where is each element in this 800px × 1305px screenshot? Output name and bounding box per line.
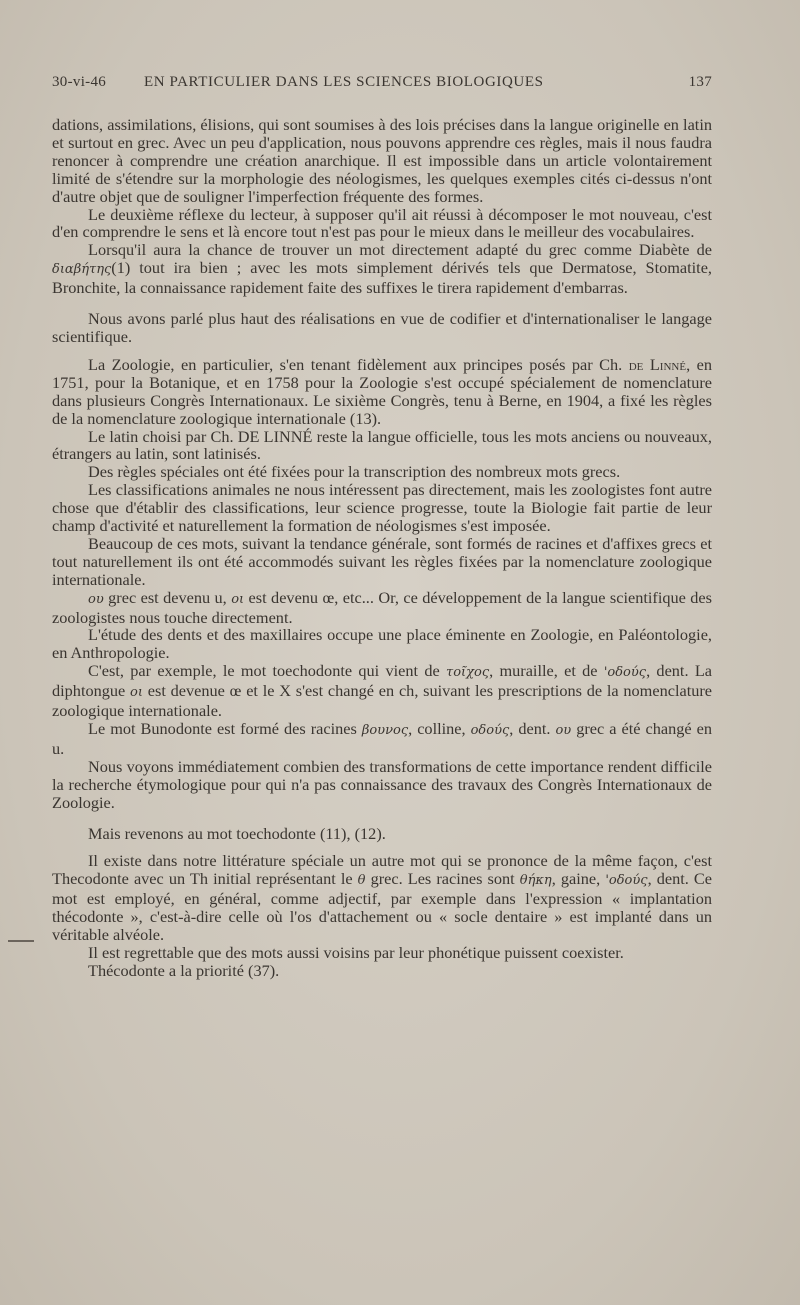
running-head bbox=[52, 74, 712, 96]
paragraph: Lorsqu'il aura la chance de trouver un mot directement adapté du grec comme Diabète de διαβήτης(1) tout ira bien ; avec les mots simplement dérivés tels que Dermatose, Stomatite, Bronchite, la connaissance rapidement faite des suffixes le tirera rapidement d'embarras. bbox=[52, 240, 712, 298]
paragraph: ου grec est devenu u, οι est devenu œ, etc... Or, ce développement de la langue scientifique des zoologistes nous touche directement. bbox=[52, 587, 712, 627]
paragraph: Il est regrettable que des mots aussi voisins par leur phonétique puissent coexister. bbox=[88, 942, 624, 962]
paragraph: Le mot Bunodonte est formé des racines βουνος, colline, οδούς, dent. ου grec a été changé en u. bbox=[52, 719, 712, 758]
paragraph: Les classifications animales ne nous intéressent pas directement, mais les zoologistes font autre chose que d'établir des classifications, leur science progresse, toute la Biologie fait partie de leur champ d'activité et naturellement la formation de néologismes s'est imposée. bbox=[52, 480, 712, 536]
body-text bbox=[52, 116, 712, 980]
paragraph: Mais revenons au mot toechodonte (11), (12). bbox=[88, 823, 386, 843]
paragraph: Le latin choisi par Ch. DE LINNÉ reste la langue officielle, tous les mots anciens ou nouveaux, étrangers au latin, sont latinisés. bbox=[52, 426, 712, 464]
paragraph: C'est, par exemple, le mot toechodonte qui vient de τοῖχος, muraille, et de 'οδούς, dent. La diphtongue οι est devenue œ et le X s'est changé en ch, suivant les prescriptions de la nomenclature zoologique internationale. bbox=[52, 661, 713, 721]
paragraph: La Zoologie, en particulier, s'en tenant fidèlement aux principes posés par Ch. de Linné, en 1751, pour la Botanique, et en 1758 pour la Zoologie s'est occupé spécialement de nomenclature dans plusieurs Congrès Internationaux. Le sixième Congrès, tenu à Berne, en 1904, a fixé les règles de la nomenclature zoologique internationale (13). bbox=[52, 354, 712, 428]
paragraph: dations, assimilations, élisions, qui sont soumises à des lois précises dans la langue originelle en latin et surtout en grec. Avec un peu d'application, nous pouvons apprendre ces règles, mais il nous faudra renoncer à comprendre une création anarchique. Il est impossible dans un article volontairement limité de s'étendre sur la morphologie des néologismes, les quelques exemples cités ci-dessus n'ont d'autre objet que de souligner l'imperfection fréquente des formes. bbox=[52, 115, 712, 206]
paragraph: Le deuxième réflexe du lecteur, à supposer qu'il ait réussi à décomposer le mot nouveau, c'est d'en comprendre le sens et là encore tout n'est pas pour le mieux dans le meilleur des vocabulaires. bbox=[52, 204, 712, 242]
paragraph: Beaucoup de ces mots, suivant la tendance générale, sont formés de racines et d'affixes grecs et tout naturellement ils ont été accommodés suivant les règles fixées par la nomenclature zoologique internationale. bbox=[52, 533, 712, 589]
paragraph: L'étude des dents et des maxillaires occupe une place éminente en Zoologie, en Paléontologie, en Anthropologie. bbox=[52, 625, 712, 663]
header-date: 30-vi-46 bbox=[52, 74, 107, 90]
author-name: de Linné bbox=[628, 354, 687, 374]
paragraph: Thécodonte a la priorité (37). bbox=[88, 960, 280, 980]
paragraph: Des règles spéciales ont été fixées pour la transcription des nombreux mots grecs. bbox=[88, 462, 621, 482]
paragraph: Nous voyons immédiatement combien des transformations de cette importance rendent difficile la recherche étymologique pour qui n'a pas connaissance des travaux des Congrès Internationaux de Zoologie. bbox=[52, 756, 712, 812]
paragraph: Il existe dans notre littérature spéciale un autre mot qui se prononce de la même façon, c'est Thecodonte avec un Th initial représentant le θ grec. Les racines sont θήκη, gaine, 'οδούς, dent. Ce mot est employé, en général, comme adjectif, par exemple dans l'expression « implantation thécodonte », c'est-à-dire celle où l'os d'attachement ou « socle dentaire » est implanté dans un véritable alvéole. bbox=[52, 851, 712, 945]
page-number: 137 bbox=[688, 74, 712, 90]
greek-word: διαβήτης bbox=[52, 262, 112, 278]
paragraph: Nous avons parlé plus haut des réalisations en vue de codifier et d'internationaliser le langage scientifique. bbox=[52, 309, 712, 346]
margin-mark bbox=[8, 940, 34, 942]
header-title: EN PARTICULIER DANS LES SCIENCES BIOLOGIQUES bbox=[144, 74, 544, 90]
